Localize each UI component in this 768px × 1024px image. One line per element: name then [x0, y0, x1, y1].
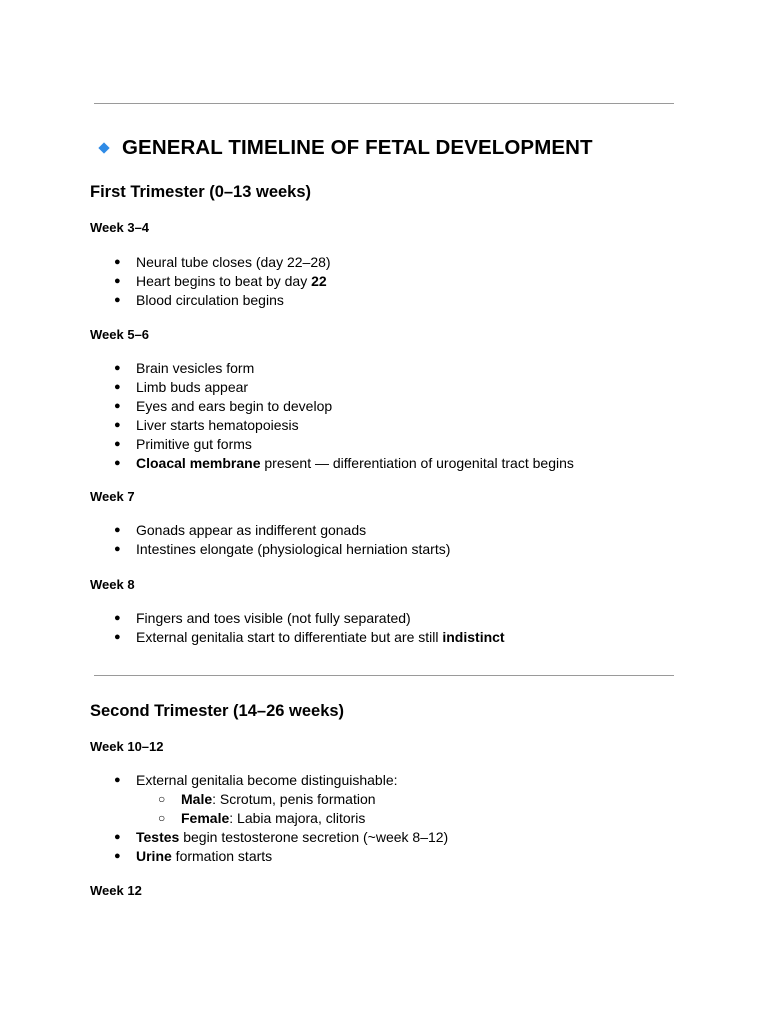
sub-list-item: ○ Male: Scrotum, penis formation [158, 791, 376, 807]
list-item: ● Fingers and toes visible (not fully separated) [114, 610, 411, 626]
bullet-icon: ● [114, 438, 121, 450]
week-3-4-list [90, 253, 331, 310]
title-row [98, 134, 593, 162]
hollow-circle-icon: ○ [158, 792, 166, 806]
bullet-icon: ● [114, 524, 121, 536]
list-item: ● Liver starts hematopoiesis [114, 417, 299, 433]
bullet-icon: ● [114, 631, 121, 643]
list-item: ● External genitalia start to differentiate but are still indistinct [114, 629, 505, 645]
first-trimester-heading: First Trimester (0–13 weeks) [90, 183, 312, 201]
week-10-12-heading: Week 10–12 [90, 739, 164, 754]
bullet-icon: ● [114, 457, 121, 469]
list-item: ● Blood circulation begins [114, 292, 284, 308]
sub-list [90, 790, 448, 828]
section-divider [94, 675, 674, 676]
top-divider [94, 103, 674, 104]
list-item: ● External genitalia become distinguishable: [114, 772, 398, 788]
sub-list-item: ○ Female: Labia majora, clitoris [158, 810, 366, 826]
week-3-4-heading: Week 3–4 [90, 220, 150, 235]
list-item: ● Testes begin testosterone secretion (~week 8–12) [114, 829, 449, 845]
second-trimester-heading: Second Trimester (14–26 weeks) [90, 702, 345, 720]
bullet-icon: ● [114, 831, 121, 843]
week-5-6-heading: Week 5–6 [90, 327, 150, 342]
week-5-6-list [90, 359, 574, 473]
list-item: ● Neural tube closes (day 22–28) [114, 254, 331, 270]
week-7-heading: Week 7 [90, 489, 135, 504]
sub-list-container [90, 790, 448, 828]
bullet-icon: ● [114, 381, 121, 393]
list-item: ● Gonads appear as indifferent gonads [114, 522, 367, 538]
bullet-icon: ● [114, 612, 121, 624]
week-8-list [90, 609, 505, 647]
week-7-list [90, 521, 450, 559]
bullet-icon: ● [114, 400, 121, 412]
bullet-icon: ● [114, 294, 121, 306]
list-item: ● Heart begins to beat by day 22 [114, 273, 327, 289]
week-10-12-list [90, 771, 448, 866]
list-item: ● Eyes and ears begin to develop [114, 398, 333, 414]
list-item: ● Brain vesicles form [114, 360, 255, 376]
bullet-icon: ● [114, 850, 121, 862]
list-item: ● Intestines elongate (physiological herniation starts) [114, 541, 451, 557]
week-12-heading: Week 12 [90, 883, 142, 898]
week-8-heading: Week 8 [90, 577, 135, 592]
list-item: ● Limb buds appear [114, 379, 249, 395]
document-title: GENERAL TIMELINE OF FETAL DEVELOPMENT [122, 136, 593, 159]
bullet-icon: ● [114, 774, 121, 786]
list-item: ● Cloacal membrane present — differentiation of urogenital tract begins [114, 455, 574, 471]
list-item: ● Primitive gut forms [114, 436, 252, 452]
bullet-icon: ● [114, 275, 121, 287]
bullet-icon: ● [114, 256, 121, 268]
list-item: ● Urine formation starts [114, 848, 273, 864]
bullet-icon: ● [114, 543, 121, 555]
bullet-icon: ● [114, 419, 121, 431]
bullet-icon: ● [114, 362, 121, 374]
hollow-circle-icon: ○ [158, 811, 166, 825]
diamond-bullet-icon [98, 142, 109, 153]
